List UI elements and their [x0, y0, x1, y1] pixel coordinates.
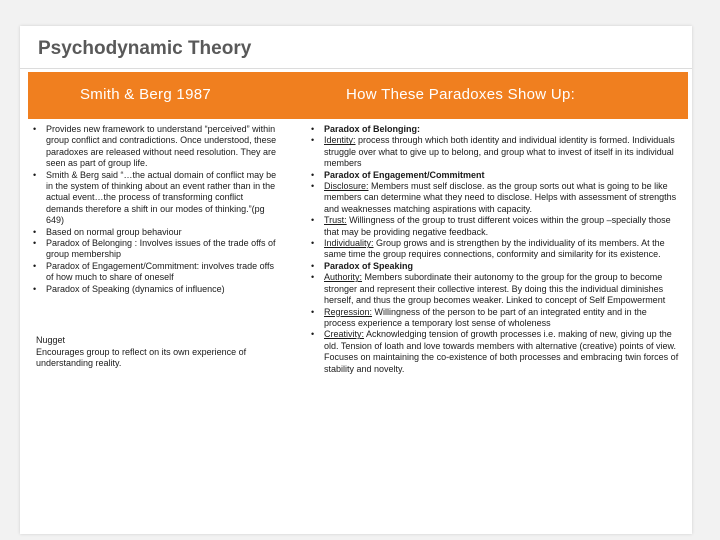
- list-item-text: Paradox of Engagement/Commitment: involves trade offs of how much to share of oneself: [46, 260, 274, 283]
- list-item-text: Members must self disclose. as the group sorts out what is going to be like members can determine what they need to disclose. Helps with assessment of strengths and weaknesses matching aspirations with capacity.: [324, 181, 677, 214]
- header-left: Smith & Berg 1987: [80, 86, 212, 103]
- bullet-icon: •: [311, 260, 315, 271]
- bullet-icon: •: [33, 226, 37, 237]
- list-item: [308, 307, 680, 330]
- list-item-text: Based on normal group behaviour: [46, 226, 182, 237]
- list-item-term: Disclosure:: [324, 181, 369, 192]
- bullet-icon: •: [33, 260, 37, 271]
- title-divider: [20, 68, 692, 69]
- table-header: [28, 72, 688, 119]
- bullet-icon: •: [311, 238, 315, 249]
- list-item-text: process through which both identity and individual identity is formed. Individuals struggle over what to give up to belong, and group what to invest of itself in its individual members: [324, 135, 675, 169]
- list-item: [308, 124, 680, 135]
- list-item: [308, 272, 680, 306]
- nugget-text: Encourages group to reflect on its own experience of understanding reality.: [36, 346, 247, 368]
- list-item-term: Paradox of Speaking: [324, 260, 414, 271]
- list-item-text: Members subordinate their autonomy to the group for the group to become stronger and represent their collective interest. By doing this the individual diminishes herself, and thus the group becomes weaker. Linked to concept of Self Empowerment: [324, 272, 666, 306]
- list-item-text: Acknowledging tension of growth processes i.e. making of new, giving up the old. Tension of loath and love towards members with alternative (creative) points of view. Focuses on maintaining the co-existence of both processes and embracing twin forces of stability and novelty.: [324, 329, 679, 374]
- list-item: [308, 170, 680, 181]
- bullet-icon: •: [33, 124, 37, 134]
- header-right: How These Paradoxes Show Up:: [346, 86, 576, 103]
- list-item: [30, 238, 280, 261]
- bullet-icon: •: [311, 215, 315, 226]
- bullet-icon: •: [311, 181, 315, 192]
- list-item: [308, 238, 680, 261]
- list-item: [308, 215, 680, 238]
- list-item-term: Authority:: [324, 272, 363, 283]
- list-item-term: Regression:: [324, 306, 373, 317]
- list-item: [308, 261, 680, 272]
- list-item-term: Identity:: [324, 135, 356, 146]
- right-bullet-list: [308, 124, 680, 375]
- list-item: [308, 329, 680, 375]
- list-item-text: Willingness of the group to trust different voices within the group –specially those that may be providing negative feedback.: [324, 215, 671, 237]
- list-item: [30, 124, 280, 170]
- page-title: Psychodynamic Theory: [38, 38, 252, 59]
- list-item-term: Individuality:: [324, 238, 374, 249]
- list-item-term: Paradox of Engagement/Commitment: [324, 169, 485, 180]
- list-item-term: Creativity:: [324, 329, 365, 340]
- list-item: [30, 284, 280, 295]
- left-bullet-list: [30, 124, 280, 295]
- list-item-text: Willingness of the person to be part of an integrated entity and in the process experience a temporary lost sense of wholeness: [324, 306, 647, 328]
- list-item: [308, 181, 680, 215]
- bullet-icon: •: [311, 124, 315, 134]
- list-item-term: Paradox of Belonging:: [324, 124, 421, 134]
- bullet-icon: •: [311, 135, 315, 146]
- bullet-icon: •: [33, 169, 37, 180]
- list-item: [308, 135, 680, 169]
- nugget: [30, 335, 280, 369]
- bullet-icon: •: [33, 283, 37, 294]
- bullet-icon: •: [311, 169, 315, 180]
- right-column: [308, 124, 680, 375]
- list-item: [30, 170, 280, 227]
- list-item-text: Paradox of Belonging : Involves issues of the trade offs of group membership: [46, 238, 276, 260]
- bullet-icon: •: [311, 306, 315, 317]
- bullet-icon: •: [33, 238, 37, 249]
- list-item-text: Paradox of Speaking (dynamics of influence): [46, 283, 225, 294]
- nugget-heading: Nugget: [36, 335, 66, 346]
- list-item-text: Smith & Berg said “…the actual domain of conflict may be in the system of thinking about an event rather than in the actual event…the process of transforming conflict demands therefore a shift in our modes of thinking.”(pg 649): [46, 169, 277, 226]
- left-column: [30, 124, 280, 369]
- list-item: [30, 261, 280, 284]
- bullet-icon: •: [311, 272, 315, 283]
- list-item-text: Group grows and is strengthen by the individuality of its members. At the same time the group requires connections, conformity and similarity for its existence.: [324, 238, 665, 260]
- list-item: [30, 227, 280, 238]
- list-item-term: Trust:: [324, 215, 347, 226]
- bullet-icon: •: [311, 329, 315, 340]
- list-item-text: Provides new framework to understand “perceived” within group conflict and contradictions. Once understood, these paradoxes are released without need resolution. They are seen as part of group life.: [46, 124, 277, 169]
